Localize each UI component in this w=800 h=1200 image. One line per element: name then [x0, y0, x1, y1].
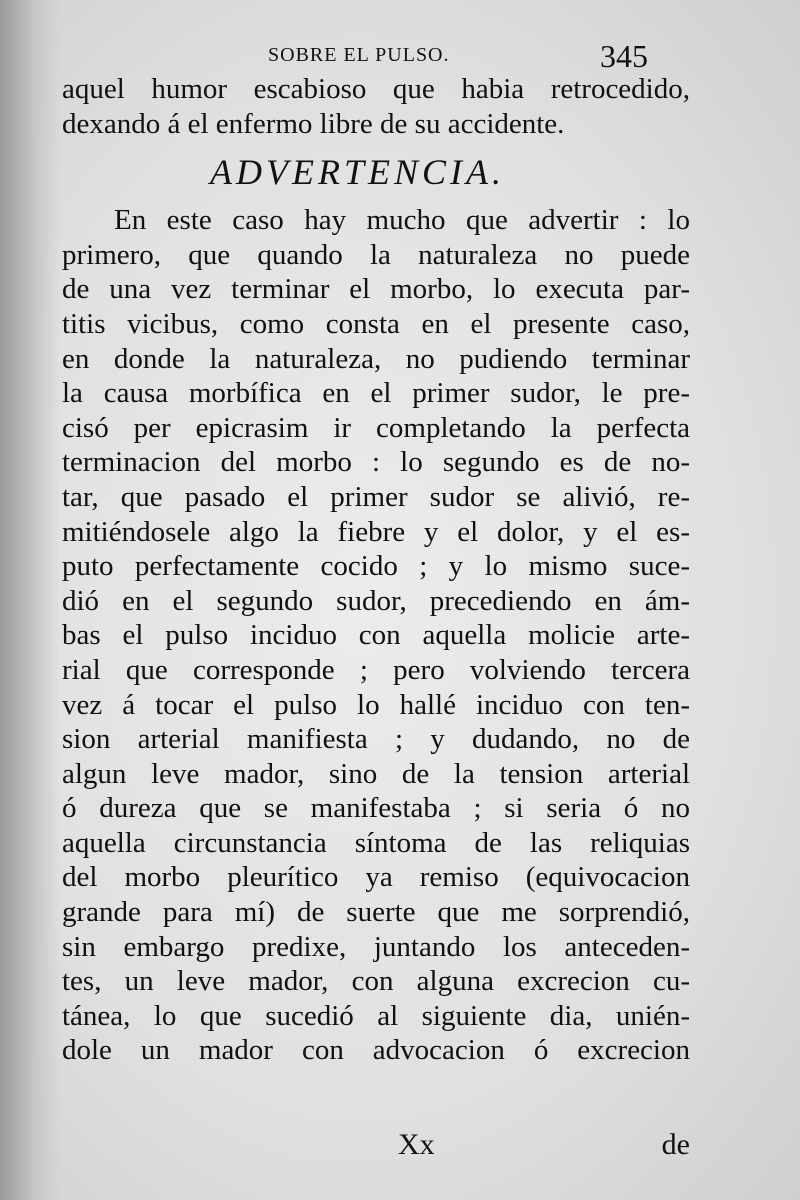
text-line: tánea, lo que sucedió al siguiente dia, unién-: [62, 999, 690, 1032]
text-line: del morbo pleurítico ya remiso (equivocacion: [62, 861, 690, 894]
text-line: puto perfectamente cocido ; y lo mismo suce-: [62, 550, 690, 583]
page-footer: [62, 1128, 690, 1168]
text-line: En este caso hay mucho que advertir : lo: [114, 204, 690, 237]
text-line: algun leve mador, sino de la tension arterial: [62, 757, 690, 790]
text-line: primero, que quando la naturaleza no puede: [62, 238, 690, 271]
text-line: dole un mador con advocacion ó excrecion: [62, 1034, 690, 1067]
page-number: 345: [600, 38, 648, 74]
text-line: sion arterial manifiesta ; y dudando, no de: [62, 723, 690, 756]
text-line: ó dureza que se manifestaba ; si seria ó no: [62, 792, 690, 825]
text-line: dió en el segundo sudor, precediendo en ám-: [62, 584, 690, 617]
catchword: de: [661, 1128, 690, 1161]
text-line: tar, que pasado el primer sudor se alivió, re-: [62, 480, 690, 513]
text-line: titis vicibus, como consta en el presente caso,: [62, 307, 690, 340]
signature-mark: Xx: [398, 1128, 435, 1161]
text-line: rial que corresponde ; pero volviendo tercera: [62, 653, 690, 686]
text-line: en donde la naturaleza, no pudiendo terminar: [62, 342, 690, 375]
text-line: mitiéndosele algo la fiebre y el dolor, y el es-: [62, 515, 690, 548]
section-heading: ADVERTENCIA.: [210, 152, 505, 193]
text-line: vez á tocar el pulso lo hallé inciduo con ten-: [62, 688, 690, 721]
text-line: terminacion del morbo : lo segundo es de no-: [62, 446, 690, 479]
text-line: sin embargo predixe, juntando los anteceden-: [62, 930, 690, 963]
text-line: dexando á el enfermo libre de su accidente.: [62, 107, 565, 140]
text-line: de una vez terminar el morbo, lo executa par-: [62, 273, 690, 306]
text-line: aquella circunstancia síntoma de las reliquias: [62, 826, 690, 859]
text-line: cisó per epicrasim ir completando la perfecta: [62, 411, 690, 444]
gutter-shadow: [0, 0, 60, 1200]
text-line: aquel humor escabioso que habia retrocedido,: [62, 73, 690, 105]
text-line: la causa morbífica en el primer sudor, le pre-: [62, 377, 690, 410]
text-line: bas el pulso inciduo con aquella molicie arte-: [62, 619, 690, 652]
text-block: [62, 72, 690, 1068]
running-head: SOBRE EL PULSO.: [268, 44, 450, 66]
text-line: grande para mí) de suerte que me sorprendió,: [62, 896, 690, 929]
text-line: tes, un leve mador, con alguna excrecion cu-: [62, 965, 690, 998]
